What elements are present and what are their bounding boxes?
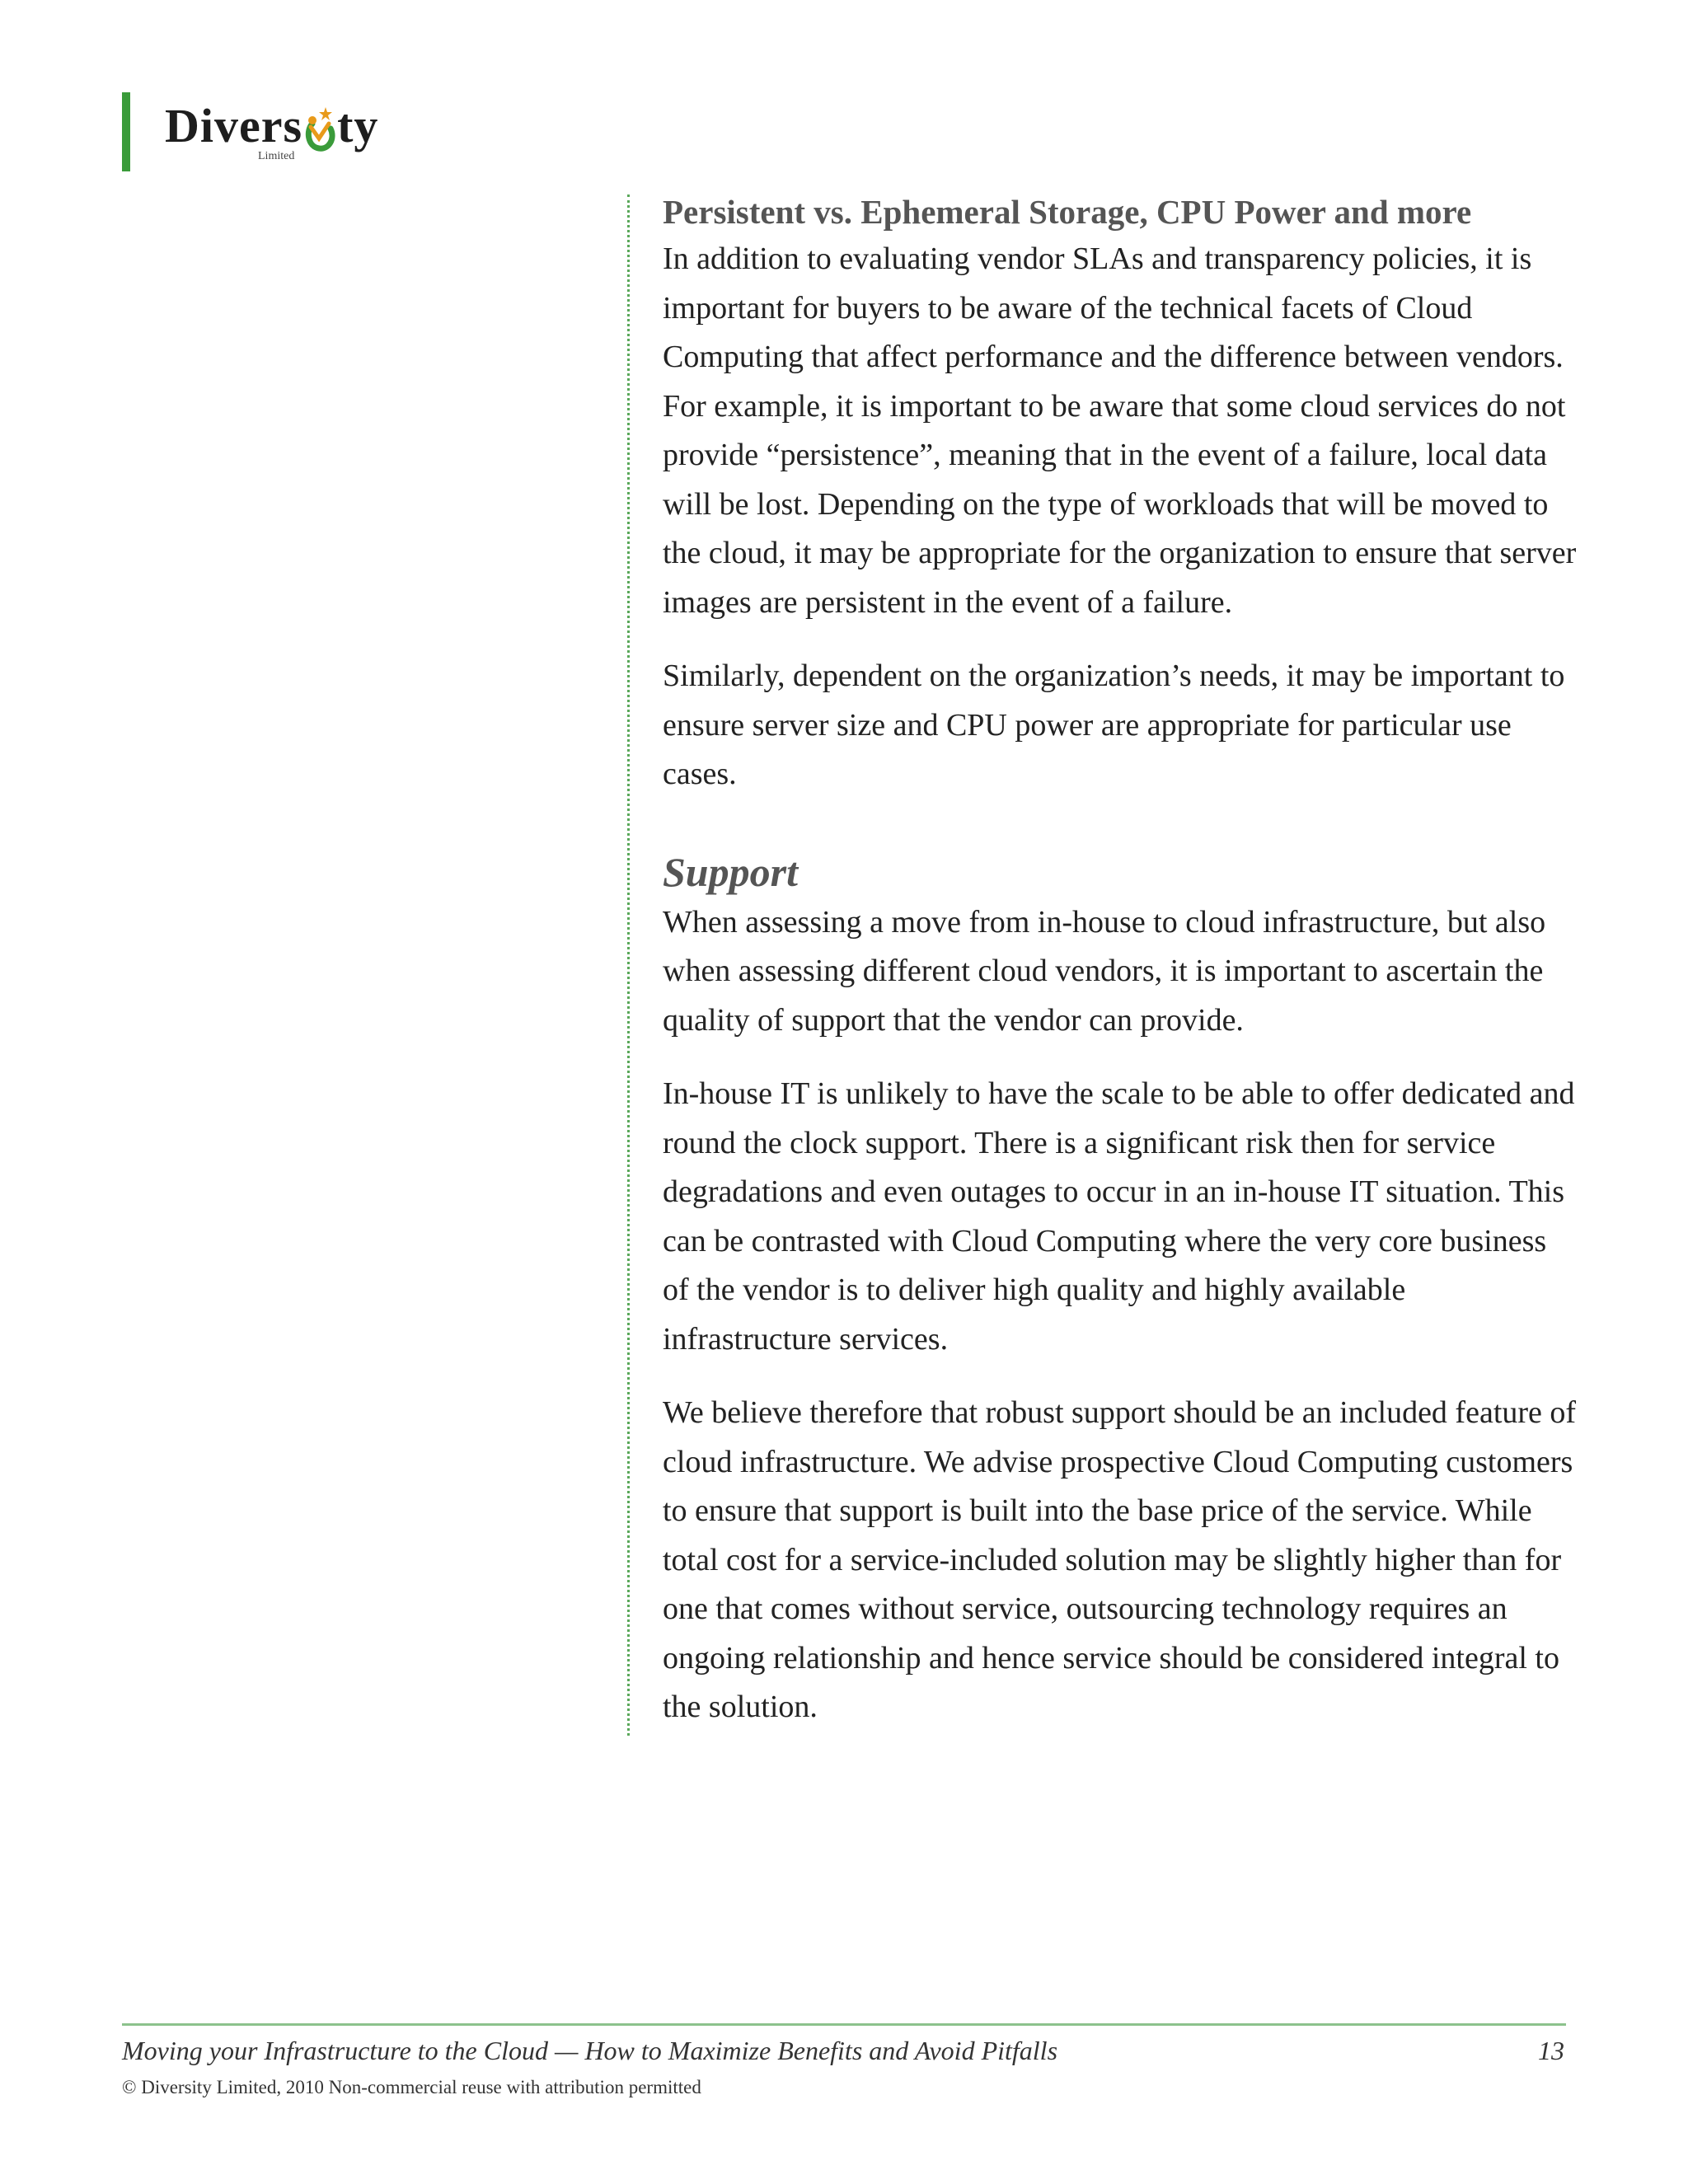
logo-figure-icon — [301, 105, 339, 153]
article-body — [663, 190, 1578, 1757]
footer-divider — [122, 2023, 1566, 2026]
column-divider — [627, 194, 630, 1736]
logo-wordmark — [165, 99, 379, 153]
paragraph: We believe therefore that robust support should be an included feature of cloud infrastructure. We advise prospective Cloud Computing customers to ensure that support is built into the base price of the service. While total cost for a service-included solution may be slightly higher than for one that comes without service, outsourcing technology requires an ongoing relationship and hence service should be considered integral to the solution. — [663, 1395, 1577, 1724]
footer-document-title: Moving your Infrastructure to the Cloud — How to Maximize Benefits and Avoid Pitfalls — [122, 2036, 1058, 2065]
logo-accent-bar — [122, 92, 130, 171]
paragraph: In-house IT is unlikely to have the scale to be able to offer dedicated and round the clock support. There is a significant risk then for service degradations and even outages to occur in an in-house IT situation. This can be contrasted with Cloud Computing where the very core business of the vendor is to deliver high quality and highly available infrastructure services. — [663, 1076, 1575, 1357]
logo-wordmark-right: ty — [337, 99, 379, 152]
logo-wordmark-left: Divers — [165, 99, 303, 152]
diversity-logo — [122, 92, 402, 171]
footer-copyright: © Diversity Limited, 2010 Non-commercial reuse with attribution permitted — [122, 2077, 701, 2097]
paragraph: Similarly, dependent on the organization’s needs, it may be important to ensure server size and CPU power are appropriate for particular use cases. — [663, 658, 1565, 791]
subheading-storage: Persistent vs. Ephemeral Storage, CPU Power and more — [663, 193, 1472, 231]
logo-subtitle: Limited — [258, 150, 295, 162]
page-number: 13 — [1538, 2036, 1564, 2065]
paragraph: In addition to evaluating vendor SLAs and transparency policies, it is important for buyers to be aware of the technical facets of Cloud Computing that affect performance and the difference between vendors. For example, it is important to be aware that some cloud services do not provide “persistence”, meaning that in the event of a failure, local data will be lost. Depending on the type of workloads that will be moved to the cloud, it may be appropriate for the organization to ensure that server images are persistent in the event of a failure. — [663, 241, 1577, 620]
section-heading-support: Support — [663, 848, 798, 895]
paragraph: When assessing a move from in-house to cloud infrastructure, but also when assessing different cloud vendors, it is important to ascertain the quality of support that the vendor can provide. — [663, 904, 1546, 1038]
